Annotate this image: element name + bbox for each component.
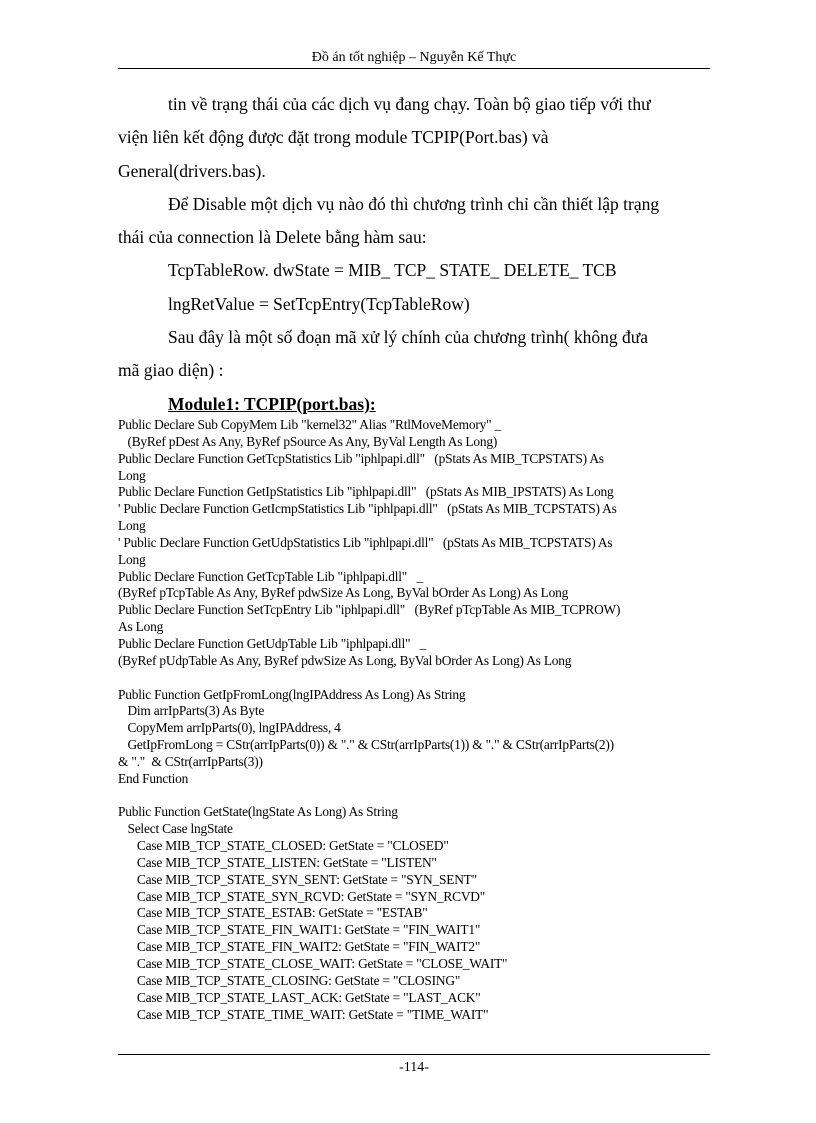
code-line: (ByRef pDest As Any, ByRef pSource As Any, ByVal Length As Long) xyxy=(118,433,498,449)
code-line: Case MIB_TCP_STATE_FIN_WAIT1: GetState = "FIN_WAIT1" xyxy=(118,922,481,938)
code-line: Case MIB_TCP_STATE_CLOSING: GetState = "CLOSING" xyxy=(118,972,461,988)
code-line: Case MIB_TCP_STATE_CLOSE_WAIT: GetState = "CLOSE_WAIT" xyxy=(118,956,508,971)
code-line: Public Declare Function GetUdpTable Lib "iphlpapi.dll" _ xyxy=(118,635,427,651)
code-line: CopyMem arrIpParts(0), lngIPAddress, 4 xyxy=(118,720,341,736)
code-line: Case MIB_TCP_STATE_ESTAB: GetState = "ESTAB" xyxy=(118,905,428,921)
code-line: Dim arrIpParts(3) As Byte xyxy=(118,703,265,719)
code-line: & "." & CStr(arrIpParts(3)) xyxy=(118,753,263,769)
code-line xyxy=(118,670,710,687)
code-line: (ByRef pUdpTable As Any, ByRef pdwSize As Long, ByVal bOrder As Long) As Long xyxy=(118,652,572,668)
page-number: -114- xyxy=(399,1060,429,1075)
paragraph-line: Sau đây là một số đoạn mã xử lý chính của chương trình( không đưa xyxy=(168,327,648,348)
code-line: Long xyxy=(118,518,146,534)
code-line: Case MIB_TCP_STATE_CLOSED: GetState = "CLOSED" xyxy=(118,838,449,854)
code-line: GetIpFromLong = CStr(arrIpParts(0)) & "." & CStr(arrIpParts(1)) & "." & CStr(arrIpParts(2)) xyxy=(118,737,614,753)
paragraph-line: mã giao diện) : xyxy=(118,360,224,381)
paragraph-line: tin về trạng thái của các dịch vụ đang chạy. Toàn bộ giao tiếp với thư xyxy=(168,94,651,114)
code-line: Public Declare Function SetTcpEntry Lib "iphlpapi.dll" (ByRef pTcpTable As MIB_TCPROW) xyxy=(118,602,621,618)
code-line: Case MIB_TCP_STATE_SYN_RCVD: GetState = "SYN_RCVD" xyxy=(118,888,486,904)
paragraph-line: viện liên kết động được đặt trong module TCPIP(Port.bas) và xyxy=(118,127,549,148)
code-line: Case MIB_TCP_STATE_LAST_ACK: GetState = "LAST_ACK" xyxy=(118,989,481,1005)
code-line: Case MIB_TCP_STATE_LISTEN: GetState = "LISTEN" xyxy=(118,854,437,870)
header-divider xyxy=(118,68,710,69)
paragraph-line: thái của connection là Delete bằng hàm sau: xyxy=(118,227,427,248)
code-line: (ByRef pTcpTable As Any, ByRef pdwSize As Long, ByVal bOrder As Long) As Long xyxy=(118,585,569,601)
code-line: ' Public Declare Function GetIcmpStatistics Lib "iphlpapi.dll" (pStats As MIB_TCPSTATS) As xyxy=(118,501,617,517)
code-statement-line: lngRetValue = SetTcpEntry(TcpTableRow) xyxy=(168,293,470,314)
paragraph-line: Để Disable một dịch vụ nào đó thì chương trình chỉ cần thiết lập trạng xyxy=(168,193,660,214)
module-heading: Module1: TCPIP(port.bas): xyxy=(168,393,376,414)
footer-divider xyxy=(118,1054,710,1055)
code-line: Long xyxy=(118,551,146,567)
code-line xyxy=(118,788,710,805)
code-line: Public Declare Function GetIpStatistics Lib "iphlpapi.dll" (pStats As MIB_IPSTATS) As Long xyxy=(118,484,614,500)
code-line: Select Case lngState xyxy=(118,821,233,837)
code-line: Case MIB_TCP_STATE_SYN_SENT: GetState = "SYN_SENT" xyxy=(118,871,477,887)
code-line: Long xyxy=(118,467,146,483)
code-statement-line: TcpTableRow. dwState = MIB_ TCP_ STATE_ DELETE_ TCB xyxy=(168,260,617,281)
paragraph-line: General(drivers.bas). xyxy=(118,160,266,181)
code-line: Case MIB_TCP_STATE_FIN_WAIT2: GetState = "FIN_WAIT2" xyxy=(118,939,481,955)
code-line: Public Function GetState(lngState As Long) As String xyxy=(118,804,398,820)
code-line: Case MIB_TCP_STATE_TIME_WAIT: GetState = "TIME_WAIT" xyxy=(118,1006,489,1022)
code-line: As Long xyxy=(118,619,164,635)
body-text xyxy=(118,88,710,421)
code-line: Public Declare Sub CopyMem Lib "kernel32" Alias "RtlMoveMemory" _ xyxy=(118,417,502,432)
code-listing xyxy=(118,417,710,1023)
page-header: Đồ án tốt nghiệp – Nguyễn Kế Thực xyxy=(311,50,517,65)
code-line: Public Declare Function GetTcpTable Lib "iphlpapi.dll" _ xyxy=(118,568,423,584)
code-line: End Function xyxy=(118,770,189,786)
code-line: Public Declare Function GetTcpStatistics Lib "iphlpapi.dll" (pStats As MIB_TCPSTATS) As xyxy=(118,450,604,466)
code-line: Public Function GetIpFromLong(lngIPAddress As Long) As String xyxy=(118,686,466,702)
code-line: ' Public Declare Function GetUdpStatistics Lib "iphlpapi.dll" (pStats As MIB_TCPSTATS) As xyxy=(118,534,613,550)
